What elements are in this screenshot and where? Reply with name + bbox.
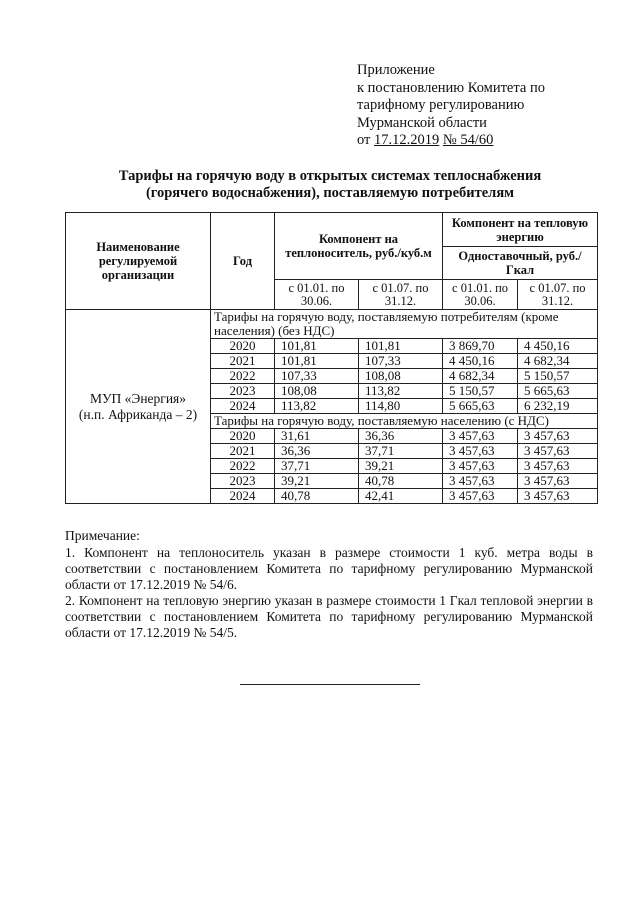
energy-h1: 3 457,63: [443, 444, 518, 459]
org-name: МУП «Энергия»: [89, 390, 187, 406]
row-year: 2024: [211, 489, 275, 504]
energy-h1: 3 457,63: [443, 489, 518, 504]
org-cell: [66, 310, 211, 504]
header-org: Наименование регулируемой организации: [66, 213, 211, 310]
row-year: 2024: [211, 399, 275, 414]
closing-rule: [240, 684, 420, 685]
carrier-h2: 36,36: [359, 429, 443, 444]
appendix-number: № 54/60: [442, 132, 494, 148]
row-year: 2023: [211, 384, 275, 399]
title-line1: Тарифы на горячую воду в открытых системах теплоснабжения: [118, 168, 542, 184]
header-heat-energy: Компонент на тепловую энергию: [443, 213, 598, 247]
energy-h2: 6 232,19: [518, 399, 598, 414]
notes-block: [65, 528, 593, 641]
carrier-h1: 113,82: [275, 399, 359, 414]
tariff-table: [65, 212, 598, 504]
carrier-h2: 37,71: [359, 444, 443, 459]
energy-h1: 3 869,70: [443, 339, 518, 354]
carrier-h1: 40,78: [275, 489, 359, 504]
carrier-h2: 114,80: [359, 399, 443, 414]
note-2: 2. Компонент на тепловую энергию указан в размере стоимости 1 Гкал тепловой энергии в соответствии с постановлением Комитета по тарифному регулированию Мурманской области от 17.12.2019 № 54/5.: [65, 593, 593, 640]
carrier-h1: 108,08: [275, 384, 359, 399]
carrier-h2: 107,33: [359, 354, 443, 369]
carrier-h2: 42,41: [359, 489, 443, 504]
title-line2: (горячего водоснабжения), поставляемую потребителям: [145, 185, 515, 201]
carrier-h2: 108,08: [359, 369, 443, 384]
carrier-h2: 113,82: [359, 384, 443, 399]
energy-h2: 3 457,63: [518, 459, 598, 474]
appendix-date-line: [357, 132, 545, 150]
energy-h2: 3 457,63: [518, 489, 598, 504]
carrier-h1: 39,21: [275, 474, 359, 489]
energy-h1: 4 682,34: [443, 369, 518, 384]
energy-h1: 4 450,16: [443, 354, 518, 369]
row-year: 2020: [211, 339, 275, 354]
row-year: 2022: [211, 369, 275, 384]
energy-h2: 3 457,63: [518, 444, 598, 459]
energy-h1: 3 457,63: [443, 429, 518, 444]
row-year: 2021: [211, 444, 275, 459]
energy-h1: 5 150,57: [443, 384, 518, 399]
header-year: Год: [211, 213, 275, 310]
header-energy-period1: с 01.01. по 30.06.: [443, 280, 518, 310]
energy-h2: 5 150,57: [518, 369, 598, 384]
carrier-h1: 101,81: [275, 354, 359, 369]
energy-h1: 3 457,63: [443, 474, 518, 489]
energy-h2: 4 450,16: [518, 339, 598, 354]
energy-h2: 5 665,63: [518, 384, 598, 399]
energy-h2: 3 457,63: [518, 474, 598, 489]
header-single-rate: Одноставочный, руб./Гкал: [443, 247, 598, 280]
carrier-h2: 40,78: [359, 474, 443, 489]
header-carrier-period1: с 01.01. по 30.06.: [275, 280, 359, 310]
appendix-line2: к постановлению Комитета по: [357, 79, 545, 96]
appendix-date-prefix: от: [357, 132, 375, 148]
row-year: 2023: [211, 474, 275, 489]
carrier-h1: 36,36: [275, 444, 359, 459]
notes-heading: Примечание:: [65, 528, 140, 543]
note-1: 1. Компонент на теплоноситель указан в размере стоимости 1 куб. метра воды в соответствии с постановлением Комитета по тарифному регулированию Мурманской области от 17.12.2019 № 54/6.: [65, 545, 593, 592]
appendix-line3: тарифному регулированию: [357, 97, 525, 113]
carrier-h2: 39,21: [359, 459, 443, 474]
page-title: [60, 168, 600, 202]
energy-h2: 3 457,63: [518, 429, 598, 444]
row-year: 2020: [211, 429, 275, 444]
carrier-h1: 31,61: [275, 429, 359, 444]
section2-title: Тарифы на горячую воду, поставляемую населению (с НДС): [211, 414, 598, 429]
appendix-date: 17.12.2019: [374, 132, 440, 148]
row-year: 2021: [211, 354, 275, 369]
energy-h2: 4 682,34: [518, 354, 598, 369]
appendix-block: [357, 62, 545, 150]
org-location: (н.п. Африканда – 2): [78, 406, 198, 422]
energy-h1: 3 457,63: [443, 459, 518, 474]
header-energy-period2: с 01.07. по 31.12.: [518, 280, 598, 310]
appendix-line4: Мурманской области: [357, 114, 487, 131]
row-year: 2022: [211, 459, 275, 474]
header-heat-carrier: Компонент на теплоноситель, руб./куб.м: [275, 213, 443, 280]
carrier-h1: 107,33: [275, 369, 359, 384]
appendix-line1: Приложение: [357, 62, 435, 78]
header-carrier-period2: с 01.07. по 31.12.: [359, 280, 443, 310]
carrier-h1: 37,71: [275, 459, 359, 474]
carrier-h2: 101,81: [359, 339, 443, 354]
energy-h1: 5 665,63: [443, 399, 518, 414]
carrier-h1: 101,81: [275, 339, 359, 354]
section1-title: Тарифы на горячую воду, поставляемую потребителям (кроме населения) (без НДС): [211, 310, 598, 339]
